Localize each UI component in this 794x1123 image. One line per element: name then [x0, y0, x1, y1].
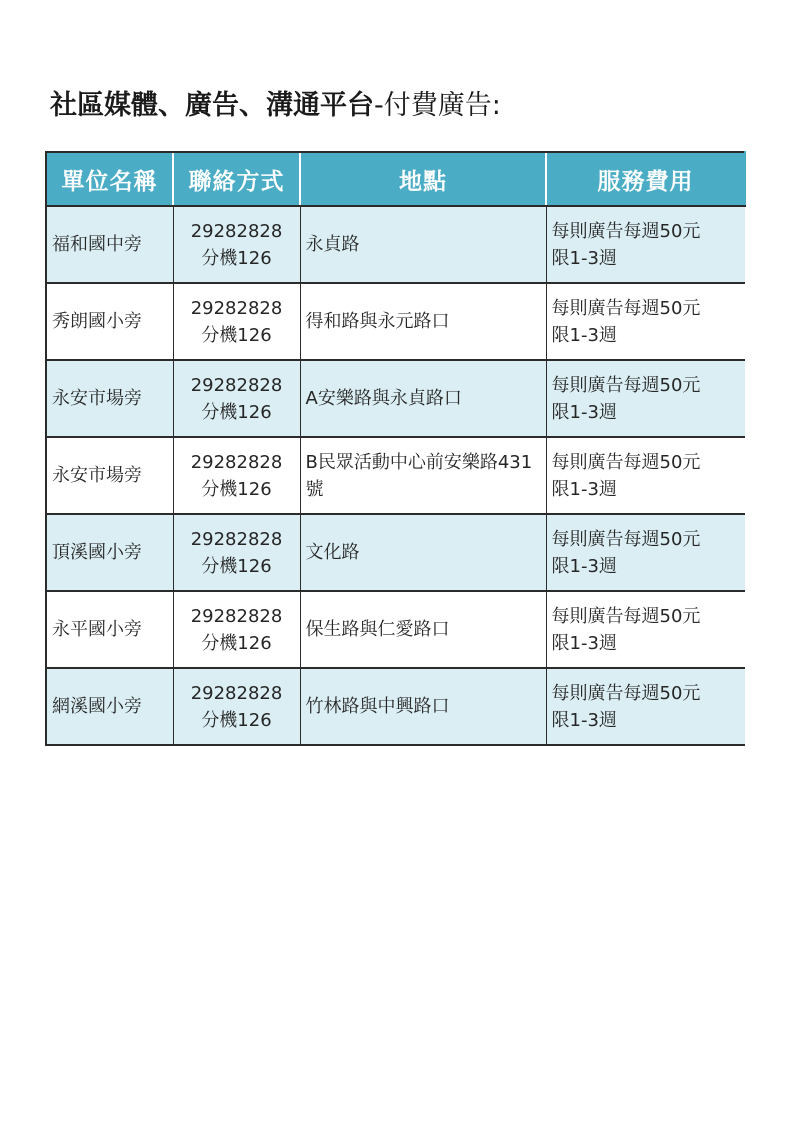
- place-cell: A安樂路與永貞路口: [300, 360, 546, 437]
- contact-cell: [173, 514, 300, 591]
- unit-cell: 永安市場旁: [46, 437, 173, 514]
- fee-cell: [546, 437, 745, 514]
- fee-rate: 每則廣告每週50元: [551, 297, 701, 319]
- fee-rate: 每則廣告每週50元: [551, 220, 701, 242]
- fee-cell: [546, 283, 745, 360]
- fee-cell: [546, 206, 745, 283]
- phone-extension: 分機126: [201, 401, 272, 423]
- fee-limit: 限1-3週: [551, 401, 617, 423]
- unit-cell: 永安市場旁: [46, 360, 173, 437]
- page-title: [50, 86, 501, 126]
- phone-extension: 分機126: [201, 324, 272, 346]
- unit-cell: 網溪國小旁: [46, 668, 173, 745]
- place-cell: 得和路與永元路口: [300, 283, 546, 360]
- contact-cell: [173, 591, 300, 668]
- fee-rate: 每則廣告每週50元: [551, 528, 701, 550]
- phone-number: 29282828: [190, 605, 283, 627]
- fee-cell: [546, 360, 745, 437]
- table-row: [46, 668, 745, 745]
- fee-rate: 每則廣告每週50元: [551, 451, 701, 473]
- fee-rate: 每則廣告每週50元: [551, 605, 701, 627]
- fee-rate: 每則廣告每週50元: [551, 682, 701, 704]
- phone-number: 29282828: [190, 528, 283, 550]
- fee-limit: 限1-3週: [551, 709, 617, 731]
- place-cell: 永貞路: [300, 206, 546, 283]
- unit-cell: 永平國小旁: [46, 591, 173, 668]
- phone-extension: 分機126: [201, 247, 272, 269]
- unit-cell: 秀朗國小旁: [46, 283, 173, 360]
- phone-number: 29282828: [190, 220, 283, 242]
- contact-cell: [173, 668, 300, 745]
- contact-cell: [173, 206, 300, 283]
- phone-extension: 分機126: [201, 555, 272, 577]
- place-cell: 保生路與仁愛路口: [300, 591, 546, 668]
- fee-cell: [546, 514, 745, 591]
- place-cell: 文化路: [300, 514, 546, 591]
- phone-number: 29282828: [190, 682, 283, 704]
- phone-extension: 分機126: [201, 478, 272, 500]
- fee-limit: 限1-3週: [551, 247, 617, 269]
- fee-limit: 限1-3週: [551, 324, 617, 346]
- fee-limit: 限1-3週: [551, 478, 617, 500]
- unit-cell: 福和國中旁: [46, 206, 173, 283]
- table-row: [46, 514, 745, 591]
- fee-limit: 限1-3週: [551, 632, 617, 654]
- header-place: 地點: [300, 152, 546, 206]
- header-unit: 單位名稱: [46, 152, 173, 206]
- phone-number: 29282828: [190, 451, 283, 473]
- table-row: [46, 591, 745, 668]
- table-row: [46, 206, 745, 283]
- table-header-row: [46, 152, 745, 206]
- unit-cell: 頂溪國小旁: [46, 514, 173, 591]
- place-cell: 竹林路與中興路口: [300, 668, 546, 745]
- fee-rate: 每則廣告每週50元: [551, 374, 701, 396]
- fee-cell: [546, 591, 745, 668]
- contact-cell: [173, 437, 300, 514]
- contact-cell: [173, 283, 300, 360]
- table-row: [46, 283, 745, 360]
- contact-cell: [173, 360, 300, 437]
- phone-number: 29282828: [190, 297, 283, 319]
- header-contact: 聯絡方式: [173, 152, 300, 206]
- phone-extension: 分機126: [201, 709, 272, 731]
- table-row: [46, 437, 745, 514]
- phone-extension: 分機126: [201, 632, 272, 654]
- paid-ads-table: [45, 151, 746, 746]
- page-title-bold: 社區媒體、廣告、溝通平台: [50, 90, 374, 121]
- header-fee: 服務費用: [546, 152, 745, 206]
- place-cell: B民眾活動中心前安樂路431號: [300, 437, 546, 514]
- fee-cell: [546, 668, 745, 745]
- fee-limit: 限1-3週: [551, 555, 617, 577]
- page-title-suffix: -付費廣告:: [374, 90, 501, 121]
- phone-number: 29282828: [190, 374, 283, 396]
- table-row: [46, 360, 745, 437]
